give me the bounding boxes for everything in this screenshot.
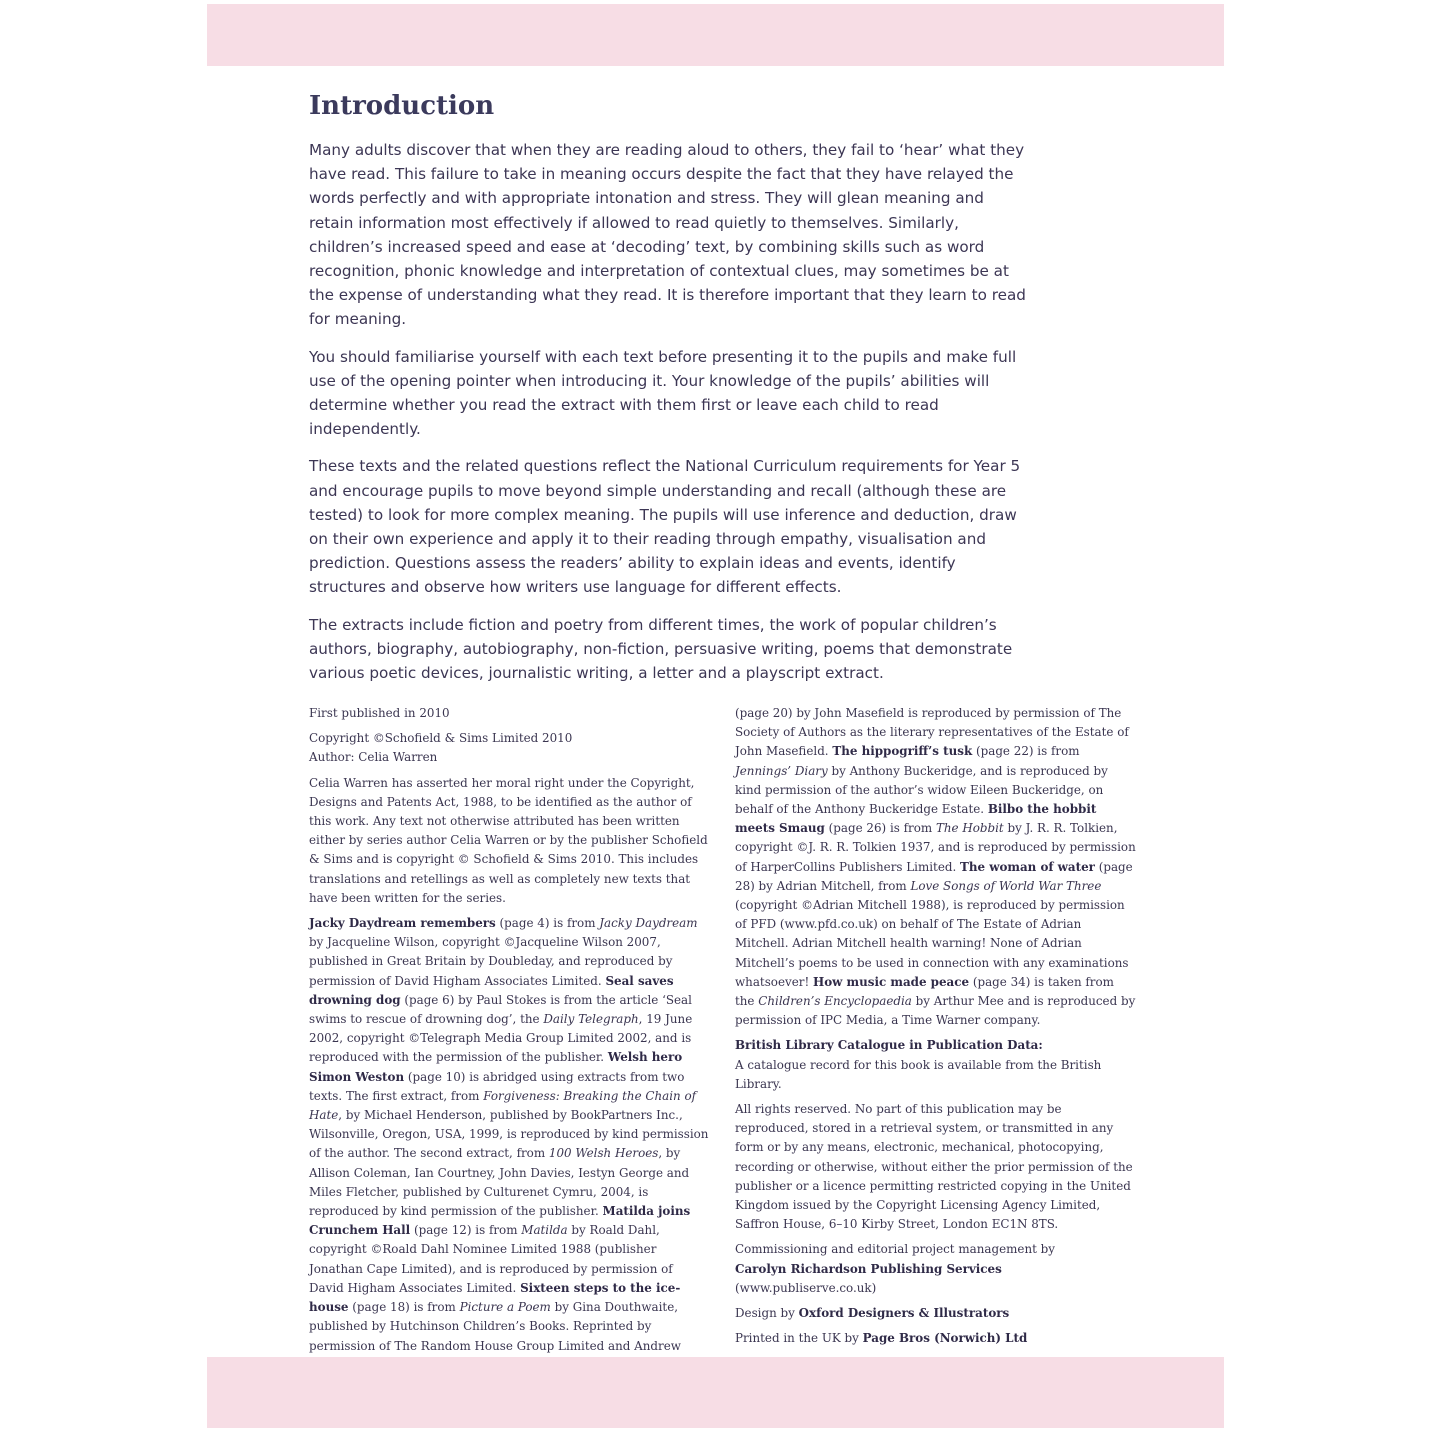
first-published: First published in 2010 [309,706,450,720]
ack-title: Bilbo the hobbit meets Smaug [735,802,1097,836]
copyright-line: Copyright ©Schofield & Sims Limited 2010 [309,731,573,746]
ack-source-title: 100 Welsh Heroes [548,1146,659,1161]
intro-paragraph-4: The extracts include fiction and poetry from different times, the work of popular children’s authors, biography, autobiography, non-fiction, persuasive writing, poems that demonstrate various poetic devices, journalistic writing, a letter and a playscript extract. [309,615,1013,683]
ack-title: Matilda joins Crunchem Hall [309,1204,691,1238]
intro-paragraph-2: You should familiarise yourself with each text before presenting it to the pupils and make full use of the opening pointer when introducing it. Your knowledge of the pupils’ abilities will determine whether you read the extract with them first or leave each child to read independently. [309,347,1017,439]
ack-source-title: Matilda [521,1223,568,1238]
imprint-right-column [735,704,1137,1380]
ack-source-title: Children’s Encyclopaedia [758,994,912,1009]
ack-title: Jacky Daydream remembers [309,916,496,931]
introduction-section [309,88,1029,698]
ack-title: Welsh hero Simon Weston [309,1050,683,1084]
ack-source-title: Jacky Daydream [599,916,698,931]
intro-paragraph-3: These texts and the related questions reflect the National Curriculum requirements for Year 5 and encourage pupils to move beyond simple understanding and recall (although these are tested) to look for more complex meaning. The pupils will use inference and deduction, draw on their own experience and apply it to their reading through empathy, visualisation and prediction. Questions assess the readers’ ability to explain ideas and events, identify structures and observe how writers use language for different effects. [309,457,1021,597]
ack-title: Seal saves drowning dog [309,973,674,1007]
imprint-left-column [309,704,709,1375]
ack-source-title: Daily Telegraph [543,1012,639,1027]
top-color-band [207,4,1224,66]
ack-source-title: Love Songs of World War Three [910,878,1102,893]
ack-title: The woman of water [960,859,1095,874]
ack-title: How music made peace [813,974,970,989]
design-credit: Design by Oxford Designers & Illustrators [735,1306,1010,1321]
ack-source-title: Forgiveness: Breaking the Chain of Hate [309,1088,697,1123]
british-library-heading: British Library Catalogue in Publication Data: [735,1038,1043,1053]
ack-source-title: Picture a Poem [459,1300,551,1315]
commissioning-name: Carolyn Richardson Publishing Services [735,1261,1002,1276]
rights-notice: All rights reserved. No part of this publication may be reproduced, stored in a retrieval system, or transmitted in any form or by any means, electronic, mechanical, photocopying, recording or otherwise, without either the prior permission of the publisher or a licence permitting restricted copying in the United Kingdom issued by the Copyright Licensing Agency Limited, Saffron House, 6–10 Kirby Street, London EC1N 8TS. [735,1102,1133,1232]
printer-credit: Printed in the UK by Page Bros (Norwich) Ltd [735,1331,1028,1346]
british-library-text: A catalogue record for this book is available from the British Library. [735,1057,1102,1091]
commissioning-url: (www.publiserve.co.uk) [735,1280,877,1295]
ack-source-title: Jennings’ Diary [735,763,828,778]
author-line: Author: Celia Warren [309,750,438,765]
ack-title: Sixteen steps to the ice-house [309,1280,681,1315]
commissioning-line: Commissioning and editorial project management by [735,1242,1055,1257]
intro-paragraph-1: Many adults discover that when they are reading aloud to others, they fail to ‘hear’ what they have read. This failure to take in meaning occurs despite the fact that they have relayed the words perfectly and with appropriate intonation and stress. They will glean meaning and retain information most effectively if allowed to read quietly to themselves. Similarly, children’s increased speed and ease at ‘decoding’ text, by combining skills such as word recognition, phonic knowledge and interpretation of contextual clues, may sometimes be at the expense of understanding what they read. It is therefore important that they learn to read for meaning. [309,141,1026,329]
ack-source-title: The Hobbit [935,821,1004,836]
acknowledgements-part-1: Jacky Daydream remembers (page 4) is from Jacky Daydream by Jacqueline Wilson, copyright ©Jacqueline Wilson 2007, published in Great Britain by Doubleday, and reproduced by permission of David Higham Associates Limited. Seal saves drowning dog (page 6) by Paul Stokes is from the article ‘Seal swims to rescue of drowning dog’, the Daily Telegraph, 19 June 2002, copyright ©Telegraph Media Group Limited 2002, and is reproduced with the permission of the publisher. Welsh hero Simon Weston (page 10) is abridged using extracts from two texts. The first extract, from Forgiveness: Breaking the Chain of Hate, by Michael Henderson, published by BookPartners Inc., Wilsonville, Oregon, USA, 1999, is reproduced by kind permission of the author. The second extract, from 100 Welsh Heroes, by Allison Coleman, Ian Courtney, John Davies, Iestyn George and Miles Fletcher, published by Culturenet Cymru, 2004, is reproduced by kind permission of the publisher. Matilda joins Crunchem Hall (page 12) is from Matilda by Roald Dahl, copyright ©Roald Dahl Nominee Limited 1988 (publisher Jonathan Cape Limited), and is reproduced by permission of David Higham Associates Limited. Sixteen steps to the ice-house (page 18) is from Picture a Poem by Gina Douthwaite, published by Hutchinson Children’s Books. Reprinted by permission of The Random House Group Limited and Andrew [309,914,709,1375]
bottom-color-band [207,1357,1224,1428]
ack-title: The hippogriff’s tusk [832,744,973,759]
moral-right-notice: Celia Warren has asserted her moral right under the Copyright, Designs and Patents Act, 1988, to be identified as the author of this work. Any text not otherwise attributed has been written either by series author Celia Warren or by the publisher Schofield & Sims and is copyright © Schofield & Sims 2010. This includes translations and retellings as well as completely new texts that have been written for the series. [309,775,708,905]
acknowledgements-part-2: (page 20) by John Masefield is reproduced by permission of The Society of Authors as the literary representatives of the Estate of John Masefield. The hippogriff’s tusk (page 22) is from Jennings’ Diary by Anthony Buckeridge, and is reproduced by kind permission of the author’s widow Eileen Buckeridge, on behalf of the Anthony Buckeridge Estate. Bilbo the hobbit meets Smaug (page 26) is from The Hobbit by J. R. R. Tolkien, copyright ©J. R. R. Tolkien 1937, and is reproduced by permission of HarperCollins Publishers Limited. The woman of water (page 28) by Adrian Mitchell, from Love Songs of World War Three (copyright ©Adrian Mitchell 1988), is reproduced by permission of PFD (www.pfd.co.uk) on behalf of The Estate of Adrian Mitchell. Adrian Mitchell health warning! None of Adrian Mitchell’s poems to be used in connection with any examinations whatsoever! How music made peace (page 34) is taken from the Children’s Encyclopaedia by Arthur Mee and is reproduced by permission of IPC Media, a Time Warner company. [735,706,1136,1028]
page-title: Introduction [309,91,495,121]
